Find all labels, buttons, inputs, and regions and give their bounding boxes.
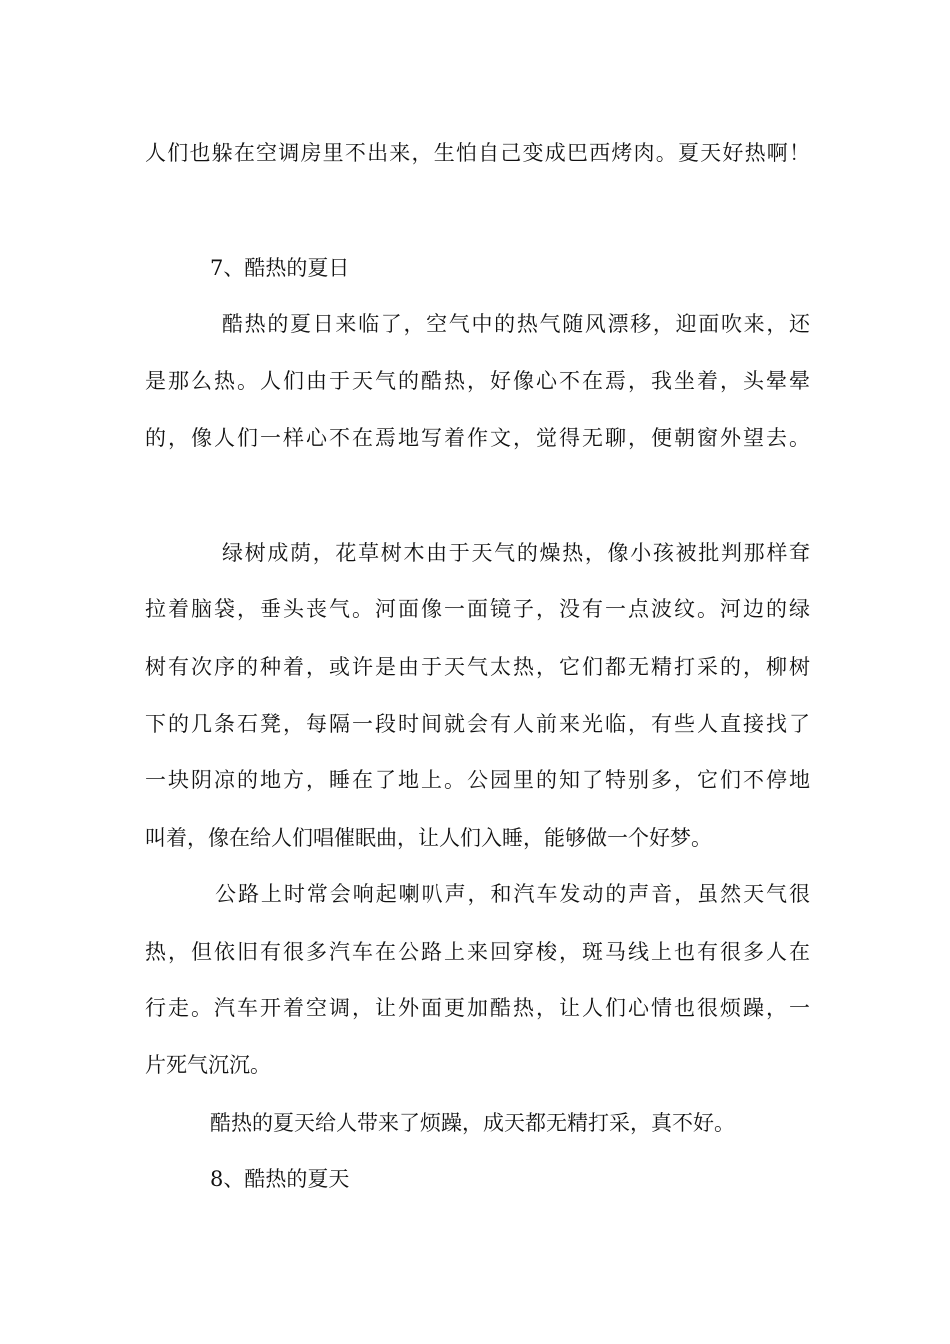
- paragraph-line: 热，但依旧有很多汽车在公路上来回穿梭，斑马线上也有很多人在: [145, 940, 810, 964]
- section-heading-8: 8、酷热的夏天: [210, 1167, 350, 1191]
- paragraph-line: 酷热的夏日来临了，空气中的热气随风漂移，迎面吹来，还: [222, 312, 810, 336]
- paragraph-line: 人们也躲在空调房里不出来，生怕自己变成巴西烤肉。夏天好热啊！: [145, 141, 810, 165]
- paragraph-line: 酷热的夏天给人带来了烦躁，成天都无精打采，真不好。: [210, 1111, 735, 1135]
- paragraph-line: 的，像人们一样心不在焉地写着作文，觉得无聊，便朝窗外望去。: [145, 426, 810, 450]
- paragraph-line: 绿树成荫，花草树木由于天气的燥热，像小孩被批判那样耷: [222, 541, 810, 565]
- paragraph-line: 是那么热。人们由于天气的酷热，好像心不在焉，我坐着，头晕晕: [145, 369, 810, 393]
- section-heading-7: 7、酷热的夏日: [210, 256, 350, 280]
- paragraph-line: 一块阴凉的地方，睡在了地上。公园里的知了特别多，它们不停地: [145, 768, 810, 792]
- paragraph-line: 叫着，像在给人们唱催眠曲，让人们入睡，能够做一个好梦。: [145, 826, 712, 850]
- paragraph-line: 公路上时常会响起喇叭声，和汽车发动的声音，虽然天气很: [215, 882, 810, 906]
- paragraph-line: 拉着脑袋，垂头丧气。河面像一面镜子，没有一点波纹。河边的绿: [145, 597, 810, 621]
- paragraph-line: 下的几条石凳，每隔一段时间就会有人前来光临，有些人直接找了: [145, 712, 810, 736]
- paragraph-line: 片死气沉沉。: [145, 1053, 271, 1077]
- paragraph-line: 行走。汽车开着空调，让外面更加酷热，让人们心情也很烦躁，一: [145, 996, 810, 1020]
- paragraph-line: 树有次序的种着，或许是由于天气太热，它们都无精打采的，柳树: [145, 655, 810, 679]
